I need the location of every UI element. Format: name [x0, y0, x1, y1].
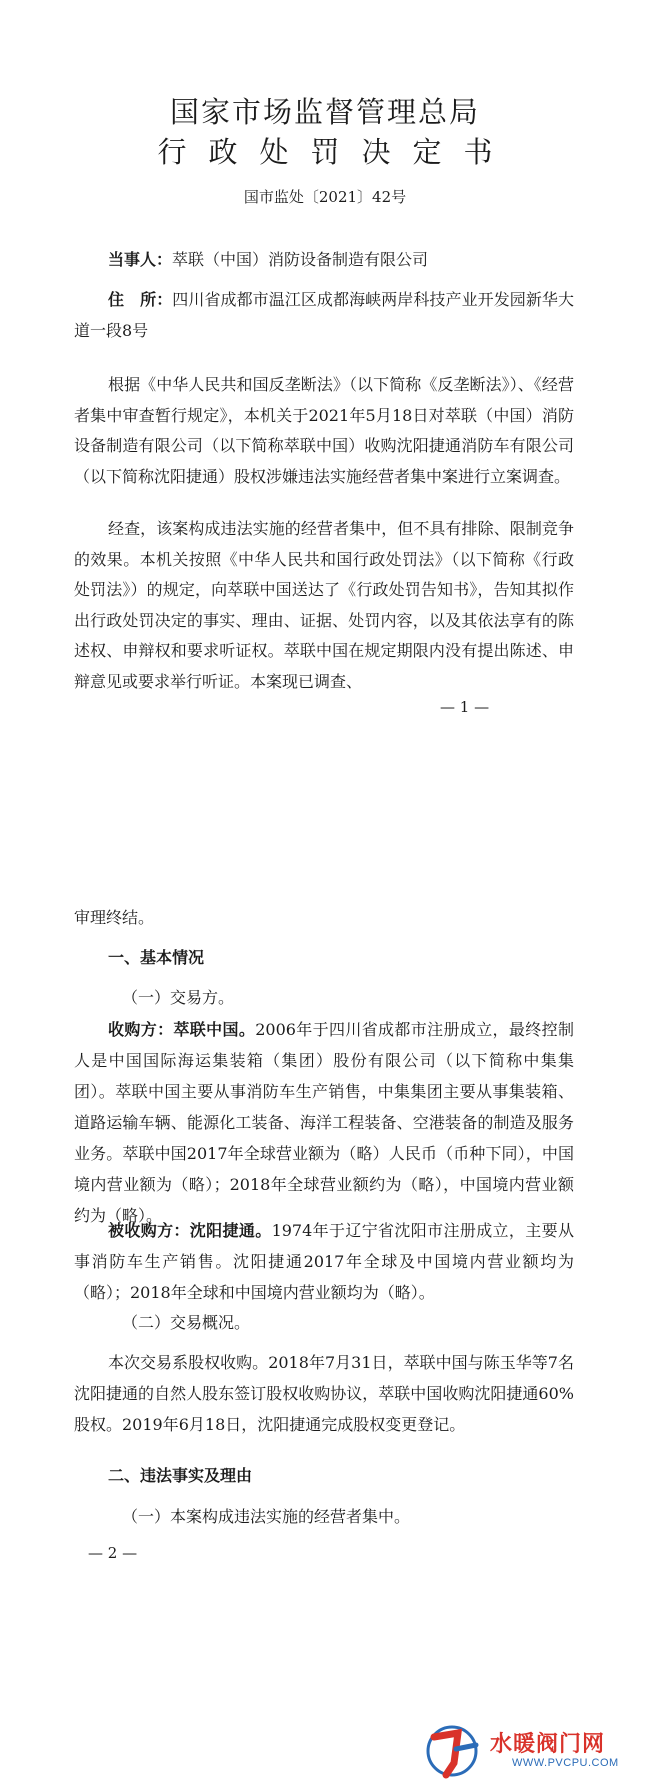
- page-subtitle: 行政处罚决定书: [157, 135, 515, 169]
- buyer-text: 2006年于四川省成都市注册成立，最终控制人是中国国际海运集装箱（集团）股份有限公司（以下简称中集集团）。萃联中国主要从事消防车生产销售，中集集团主要从事集装箱、道路运输车辆、能源化工装备、海洋工程装备、空港装备的制造及服务业务。萃联中国2017年全球营业额为（略）人民币（币种下同），中国境内营业额为（略）；2018年全球营业额约为（略），中国境内营业额约为（略）。: [74, 1020, 574, 1225]
- subheading-parties: （一）交易方。: [122, 988, 235, 1007]
- paragraph-deal: 本次交易系股权收购。2018年7月31日，萃联中国与陈玉华等7名沈阳捷通的自然人股东签订股权收购协议，萃联中国收购沈阳捷通60%股权。2019年6月18日，沈阳捷通完成股权变更登记。: [74, 1353, 574, 1434]
- address-line: [74, 285, 574, 346]
- section-heading-violation: 二、违法事实及理由: [108, 1466, 253, 1485]
- paragraph-buyer: [74, 1014, 574, 1231]
- address-value: 四川省成都市温江区成都海峡两岸科技产业开发园新华大道一段8号: [74, 290, 574, 340]
- document-number: 国市监处〔2021〕42号: [243, 188, 407, 206]
- party-line: [74, 245, 574, 276]
- party-label: 当事人：: [108, 250, 173, 269]
- subheading-deal: （二）交易概况。: [122, 1313, 251, 1332]
- page-title: 国家市场监督管理总局: [169, 95, 480, 129]
- target-text: 1974年于辽宁省沈阳市注册成立，主要从事消防车生产销售。沈阳捷通2017年全球及中国境内营业额均为（略）；2018年全球和中国境内营业额均为（略）。: [74, 1221, 574, 1302]
- page-number-2: — 2 —: [88, 1544, 138, 1562]
- buyer-label: 收购方：萃联中国。: [108, 1020, 256, 1039]
- valve-logo-icon: [424, 1723, 486, 1779]
- paragraph-continuation: 审理终结。: [74, 908, 155, 927]
- watermark-text: 水暖阀门网: [490, 1731, 606, 1756]
- page-number-1: — 1 —: [440, 698, 490, 716]
- party-value: 萃联（中国）消防设备制造有限公司: [172, 250, 429, 269]
- subheading-violation: （一）本案构成违法实施的经营者集中。: [122, 1507, 411, 1526]
- watermark-url: WWW.PVCPU.COM: [512, 1757, 619, 1769]
- target-label: 被收购方：沈阳捷通。: [108, 1221, 272, 1240]
- paragraph-target: [74, 1215, 574, 1308]
- address-label: 住 所：: [108, 290, 173, 309]
- paragraph-basis: 根据《中华人民共和国反垄断法》（以下简称《反垄断法》）、《经营者集中审查暂行规定》，本机关于2021年5月18日对萃联（中国）消防设备制造有限公司（以下简称萃联中国）收购沈阳捷通消防车有限公司（以下简称沈阳捷通）股权涉嫌违法实施经营者集中案进行立案调查。: [74, 375, 574, 486]
- watermark-logo: [424, 1723, 630, 1779]
- paragraph-investigation: 经查，该案构成违法实施的经营者集中，但不具有排除、限制竞争的效果。本机关按照《中华人民共和国行政处罚法》（以下简称《行政处罚法》）的规定，向萃联中国送达了《行政处罚告知书》，告知其拟作出行政处罚决定的事实、理由、证据、处罚内容，以及其依法享有的陈述权、申辩权和要求听证权。萃联中国在规定期限内没有提出陈述、申辩意见或要求举行听证。本案现已调查、: [74, 519, 574, 691]
- section-heading-basic: 一、基本情况: [108, 948, 205, 967]
